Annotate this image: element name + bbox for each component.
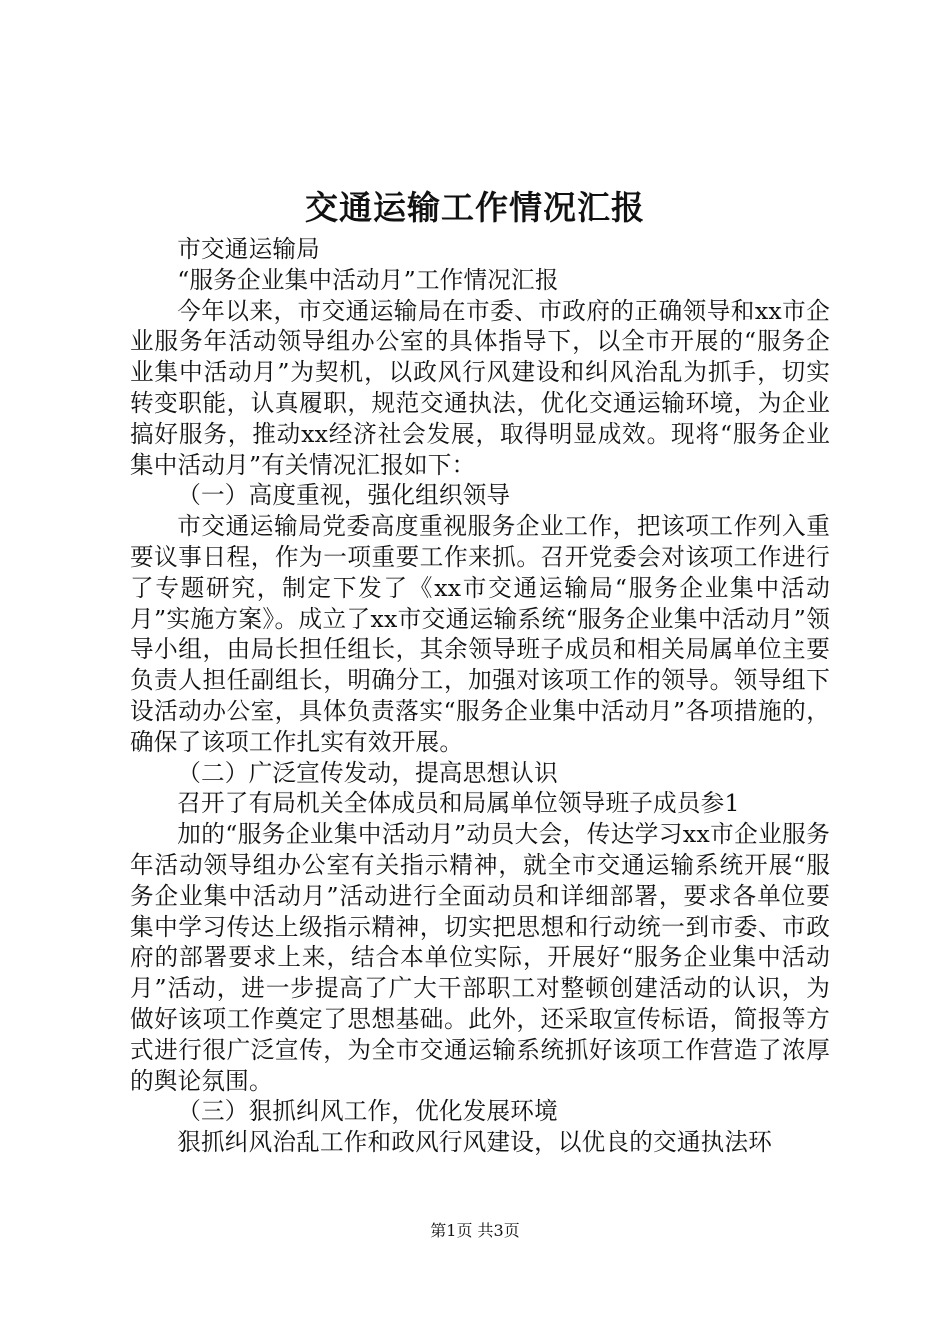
paragraph-issuer: 市交通运输局: [177, 235, 320, 263]
document-title: 交通运输工作情况汇报: [305, 188, 645, 227]
paragraph-section-2b: 加的“服务企业集中活动月”动员大会，传达学习xx市企业服务年活动领导组办公室有关指示精神，就全市交通运输系统开展“服务企业集中活动月”活动进行全面动员和详细部署，要求各单位要集中学习传达上级指示精神，切实把思想和行动统一到市委、市政府的部署要求上来，结合本单位实际，开展好“服务企业集中活动月”活动，进一步提高了广大干部职工对整顿创建活动的认识，为做好该项工作奠定了思想基础。此外，还采取宣传标语，简报等方式进行很广泛宣传，为全市交通运输系统抓好该项工作营造了浓厚的舆论氛围。: [130, 820, 830, 1095]
section-heading-3: （三）狠抓纠风工作，优化发展环境: [177, 1097, 558, 1126]
paragraph-intro: 今年以来，市交通运输局在市委、市政府的正确领导和xx市企业服务年活动领导组办公室的具体指导下，以全市开展的“服务企业集中活动月”为契机，以政风行风建设和纠风治乱为抓手，切实转变职能，认真履职，规范交通执法，优化交通运输环境，为企业搞好服务，推动xx经济社会发展，取得明显成效。现将“服务企业集中活动月”有关情况汇报如下：: [130, 296, 830, 479]
paragraph-subtitle: “服务企业集中活动月”工作情况汇报: [177, 265, 559, 294]
page-footer: 第1页 共3页: [430, 1221, 520, 1240]
section-heading-2: （二）广泛宣传发动，提高思想认识: [177, 758, 558, 787]
paragraph-section-1: 市交通运输局党委高度重视服务企业工作，把该项工作列入重要议事日程，作为一项重要工作来抓。召开党委会对该项工作进行了专题研究，制定下发了《xx市交通运输局“服务企业集中活动月”实施方案》。成立了xx市交通运输系统“服务企业集中活动月”领导小组，由局长担任组长，其余领导班子成员和相关局属单位主要负责人担任副组长，明确分工，加强对该项工作的领导。领导组下设活动办公室，具体负责落实“服务企业集中活动月”各项措施的，确保了该项工作扎实有效开展。: [130, 512, 830, 756]
paragraph-section-2a: 召开了有局机关全体成员和局属单位领导班子成员参1: [177, 789, 740, 818]
section-heading-1: （一）高度重视，强化组织领导: [177, 481, 511, 510]
document-body: [130, 234, 830, 1158]
paragraph-section-3: 狠抓纠风治乱工作和政风行风建设，以优良的交通执法环: [177, 1128, 773, 1157]
